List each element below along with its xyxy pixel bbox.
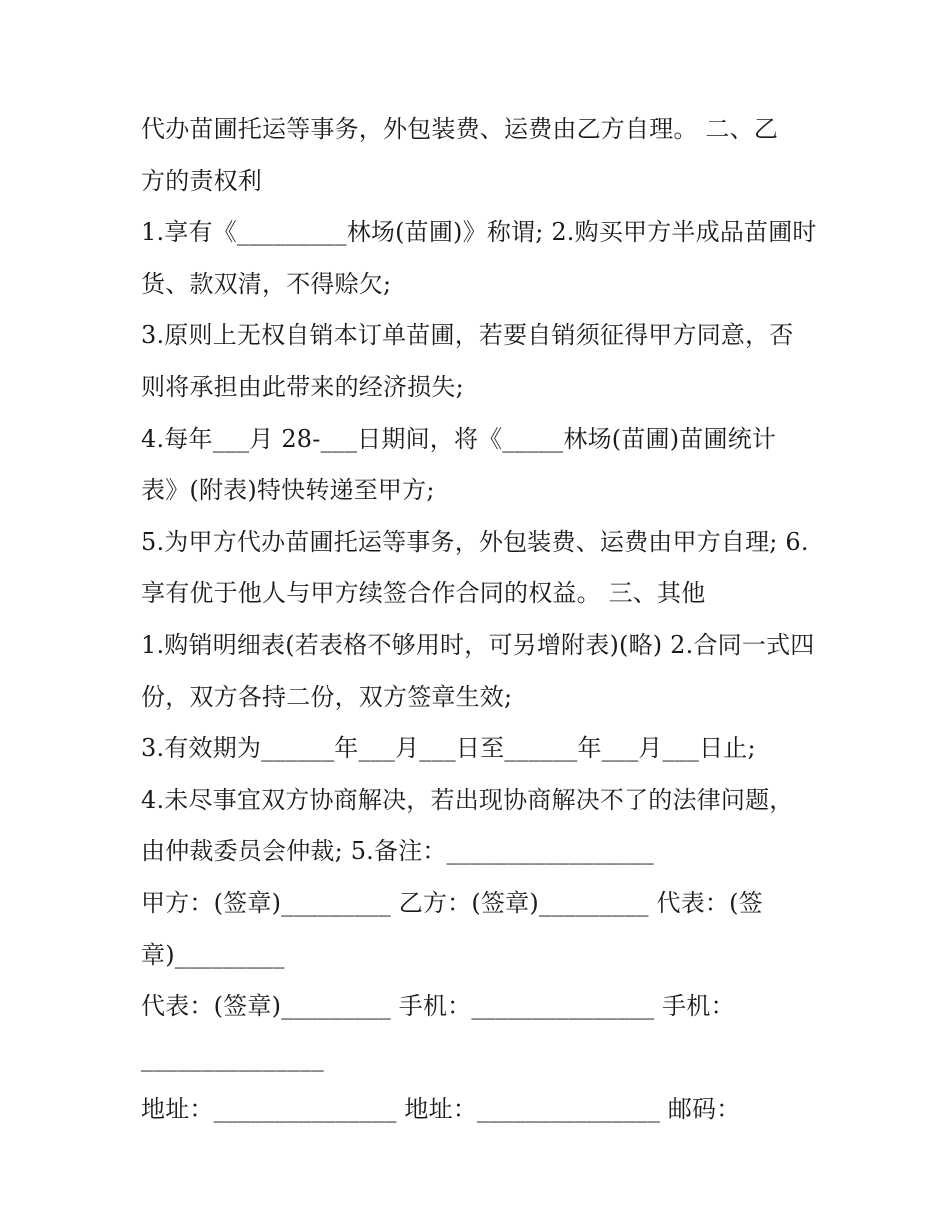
- text-line-5: 3.原则上无权自销本订单苗圃，若要自销须征得甲方同意，否: [141, 321, 794, 350]
- text-line-1: 代办苗圃托运等事务，外包装费、运费由乙方自理。 二、乙: [141, 115, 779, 143]
- text-line-17: 章)_________: [141, 940, 285, 969]
- text-line-19: _______________: [141, 1043, 324, 1072]
- text-line-16: 甲方：(签章)_________ 乙方：(签章)_________ 代表：(签: [141, 888, 763, 917]
- text-line-20: 地址：_______________ 地址：_______________ 邮码：: [141, 1095, 741, 1124]
- text-line-9: 5.为甲方代办苗圃托运等事务，外包装费、运费由甲方自理; 6.: [141, 527, 809, 556]
- text-line-3: 1.享有《_________林场(苗圃)》称谓; 2.购买甲方半成品苗圃时: [141, 218, 817, 247]
- contract-page: [141, 104, 821, 1136]
- text-line-8: 表》(附表)特快转递至甲方;: [141, 476, 435, 505]
- text-line-15: 由仲裁委员会仲裁; 5.备注：_________________: [141, 837, 655, 866]
- text-line-7: 4.每年___月 28-___日期间，将《_____林场(苗圃)苗圃统计: [141, 424, 777, 453]
- text-line-6: 则将承担由此带来的经济损失;: [141, 372, 464, 401]
- text-line-14: 4.未尽事宜双方协商解决，若出现协商解决不了的法律问题，: [141, 785, 794, 814]
- text-line-18: 代表：(签章)_________ 手机：_______________ 手机：: [141, 992, 735, 1021]
- text-line-10: 享有优于他人与甲方续签合作合同的权益。 三、其他: [141, 579, 706, 608]
- text-line-13: 3.有效期为______年___月___日至______年___月___日止;: [141, 734, 756, 763]
- text-line-11: 1.购销明细表(若表格不够用时，可另增附表)(略) 2.合同一式四: [141, 630, 815, 659]
- text-line-2: 方的责权利: [141, 166, 262, 195]
- text-line-4: 货、款双清，不得赊欠;: [141, 269, 392, 298]
- text-line-12: 份，双方各持二份，双方签章生效;: [141, 682, 513, 711]
